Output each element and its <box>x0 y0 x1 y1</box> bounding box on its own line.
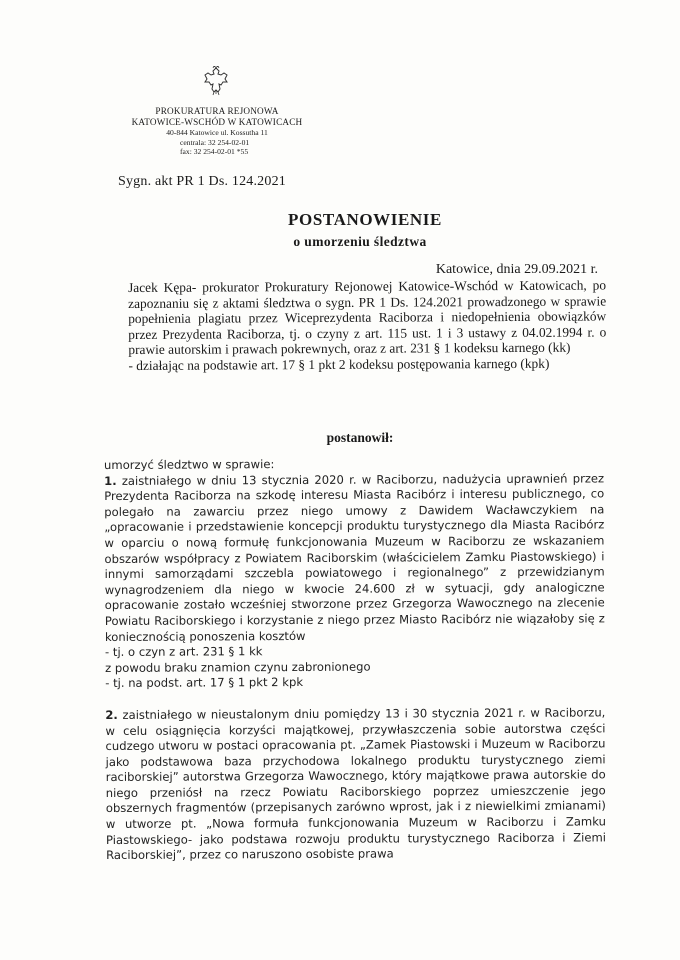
decision-heading: postanowił: <box>326 430 394 445</box>
intro-text: Jacek Kępa- prokurator Prokuratury Rejonowej Katowice-Wschód w Katowicach, po zapoznaniu się z aktami śledztwa o sygn. PR 1 Ds. 124.2021 prowadzonego w sprawie popełnienia plagiatu przez Wiceprezydenta Raciborza i niedopełnienia obowiązków przez Prezydenta Raciborza, tj. o czyny z art. 115 ust. 1 i 3 ustawy z 04.02.1994 r. o prawie autorskim i prawach pokrewnych, oraz z art. 231 § 1 kodeksu karnego (kk) <box>128 277 607 358</box>
office-header <box>122 106 312 157</box>
intro-basis: - działając na podstawie art. 17 § 1 pkt 2 kodeksu postępowania karnego (kpk) <box>128 355 550 373</box>
decision-body <box>104 455 606 863</box>
item-1-reason: z powodu braku znamion czynu zabronionego <box>105 659 371 675</box>
item-1-basis: - tj. na podst. art. 17 § 1 pkt 2 kpk <box>105 675 304 691</box>
item-1-text: zaistniałego w dniu 13 stycznia 2020 r. w Raciborzu, nadużycia uprawnień przez Prezydenta Raciborza na szkodę interesu Miasta Racibórz i interesu publicznego, co polegało na zawarciu przez niego umowy z Dawidem Wacławczykiem na „opracowanie i przedstawienie koncepcji produktu turystycznego dla Miasta Racibórz w oparciu o nową formułę funkcjonowania Muzeum w Raciborzu ze wskazaniem obszarów współpracy z Powiatem Raciborskim (właścicielem Zamku Piastowskiego) i innymi samorządami szczebla powiatowego i regionalnego” z przewidzianym wynagrodzeniem dla niego w kwocie 24.600 zł w sytuacji, gdy analogiczne opracowanie zostało wcześniej stworzone przez Grzegorza Wawocznego na zlecenie Powiatu Raciborskiego i korzystanie z niego przez Miasto Racibórz nie wiązałoby się z koniecznością ponoszenia kosztów <box>104 470 605 644</box>
case-reference: Sygn. akt PR 1 Ds. 124.2021 <box>118 174 286 189</box>
office-location: KATOWICE-WSCHÓD W KATOWICACH <box>131 117 303 127</box>
office-fax: fax: 32 254-02-01 *55 <box>180 147 249 157</box>
item-1-law: - tj. o czyn z art. 231 § 1 kk <box>104 644 263 660</box>
date-line: Katowice, dnia 29.09.2021 r. <box>435 262 598 277</box>
office-name: PROKURATURA REJONOWA <box>155 106 279 116</box>
item-2 <box>105 705 606 864</box>
document-title-block <box>0 210 680 250</box>
item-1-number: 1. <box>104 473 117 488</box>
item-1 <box>104 471 605 645</box>
office-phone: centrala: 32 254-02-01 <box>180 137 250 147</box>
item-2-number: 2. <box>105 707 118 722</box>
intro-paragraph <box>128 277 606 373</box>
document-subtitle: o umorzeniu śledztwa <box>293 234 427 249</box>
polish-eagle-emblem-icon <box>203 66 229 96</box>
office-address: 40-844 Katowice ul. Kossutha 11 <box>166 128 268 137</box>
item-2-text: zaistniałego w nieustalonym dniu pomiędzy 13 i 30 stycznia 2021 r. w Raciborzu, w celu osiągnięcia korzyści majątkowej, przywłaszczenia sobie autorstwa części cudzego utworu w postaci opracowania pt. „Zamek Piastowski i Muzeum w Raciborzu jako podstawowa baza przychodowa lokalnego produktu turystycznego ziemi raciborskiej” autorstwa Grzegorza Wawocznego, który majątkowe prawa autorskie do niego przeniósł na rzecz Powiatu Raciborskiego poprzez umieszczenie jego obszernych fragmentów (przepisanych zarówno wprost, jak i z niewielkimi zmianami) w utworze pt. „Nowa formuła funkcjonowania Muzeum w Raciborzu i Zamku Piastowskiego- jako podstawa rozwoju produktu turystycznego Raciborza i Ziemi Raciborskiej”, przez co naruszono osobiste prawa <box>105 705 607 863</box>
decision-lead: umorzyć śledztwo w sprawie: <box>104 457 275 472</box>
document-title: POSTANOWIENIE <box>288 210 442 229</box>
